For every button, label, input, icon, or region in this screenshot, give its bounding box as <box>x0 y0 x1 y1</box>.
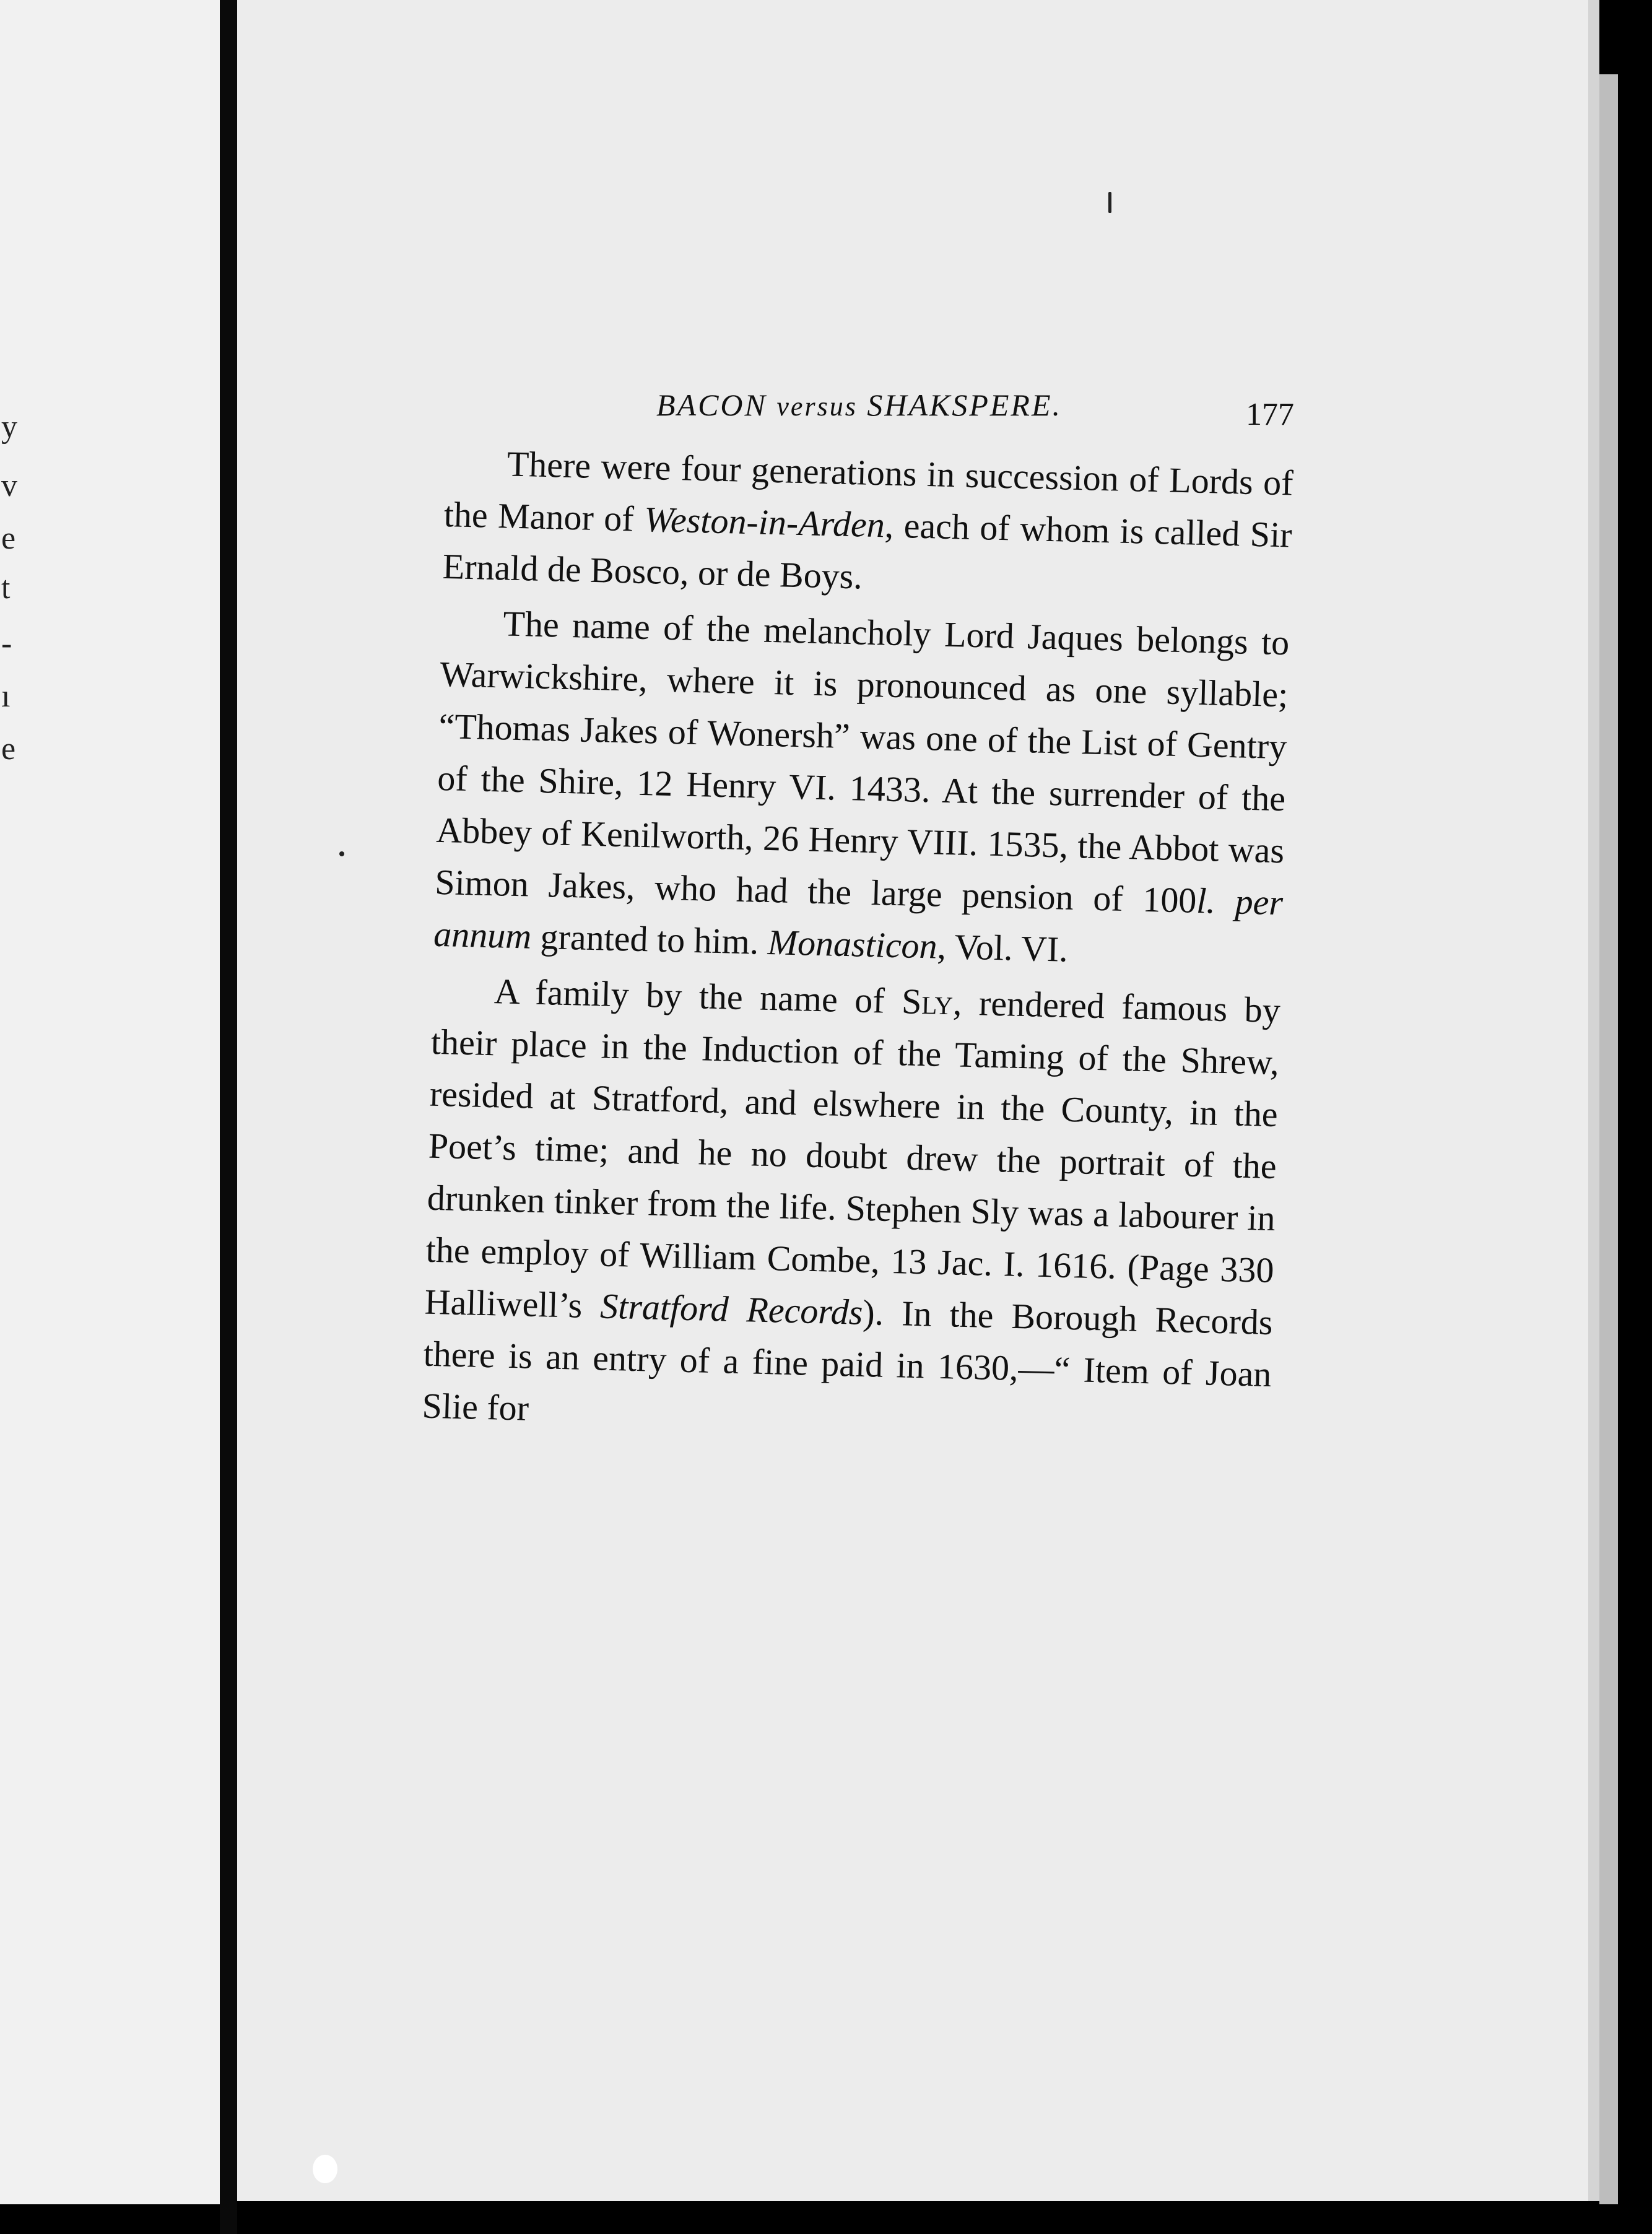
scan-speck <box>1108 192 1111 213</box>
margin-char: - <box>1 626 12 661</box>
facing-page-edge <box>0 0 220 2204</box>
latin-italic: l. per annum <box>433 880 1284 957</box>
place-name-italic: Weston-in-Arden <box>643 498 885 545</box>
book-title-italic: Stratford Records <box>599 1285 864 1332</box>
margin-char: y <box>1 409 17 445</box>
paragraph-1 <box>442 437 1294 613</box>
book-title-italic: Monasticon <box>767 921 938 967</box>
page-number: 177 <box>1246 397 1294 432</box>
book-gutter <box>220 0 237 2234</box>
running-head-title-1: BACON <box>656 388 767 422</box>
text-segment: , rendered famous by their place in the Induction of the Taming of the Shrew, resided at Stratford, and elswhere in the County, in the Poet’s time; and he no doubt drew the portrait of the drunken tinker from the life. Stephen Sly was a labourer in the employ of William Combe, 13 Jac. I. 1616. (Page 330 Halliwell’s <box>424 982 1281 1326</box>
paragraph-3 <box>422 964 1281 1453</box>
text-segment: A family by the name of <box>493 971 903 1022</box>
scan-speck <box>313 2155 337 2183</box>
text-segment: The name of the melancholy Lord Jaques belongs to Warwickshire, where it is pronounced as one syllable; “Thomas Jakes of Wonersh” was one of the List of Gentry of the Shire, 12 Henry VI. 1433. At the surrender of the Abbey of Kenilworth, 26 Henry VIII. 1535, the Abbot was Simon Jakes, who had the large pension of 100 <box>434 603 1290 921</box>
paragraph-2 <box>433 596 1290 981</box>
margin-char: e <box>1 521 16 556</box>
scan-speck <box>339 851 344 856</box>
running-head-versus: versus <box>776 391 858 422</box>
running-head <box>656 387 1062 423</box>
text-segment: There were four generations in succession of Lords of the Manor of <box>443 443 1294 539</box>
running-head-title-2: SHAKSPERE. <box>867 388 1063 422</box>
text-segment: , each of whom is called Sir Ernald de Bosco, or de Boys. <box>442 505 1293 597</box>
text-segment: granted to him. <box>531 916 768 962</box>
margin-char: v <box>1 468 17 503</box>
body-text <box>422 437 1294 1456</box>
page-edge-shadow <box>1599 74 1618 2204</box>
text-segment: ). In the Borough Records there is an entry of a fine paid in 1630,—“ Item of Joan Slie for <box>421 1292 1274 1428</box>
margin-char: e <box>1 731 16 767</box>
margin-char: ı <box>1 679 11 714</box>
family-name-smallcaps: Sly <box>901 981 954 1023</box>
text-segment: , Vol. VI. <box>936 926 1069 970</box>
margin-char: t <box>1 570 11 606</box>
